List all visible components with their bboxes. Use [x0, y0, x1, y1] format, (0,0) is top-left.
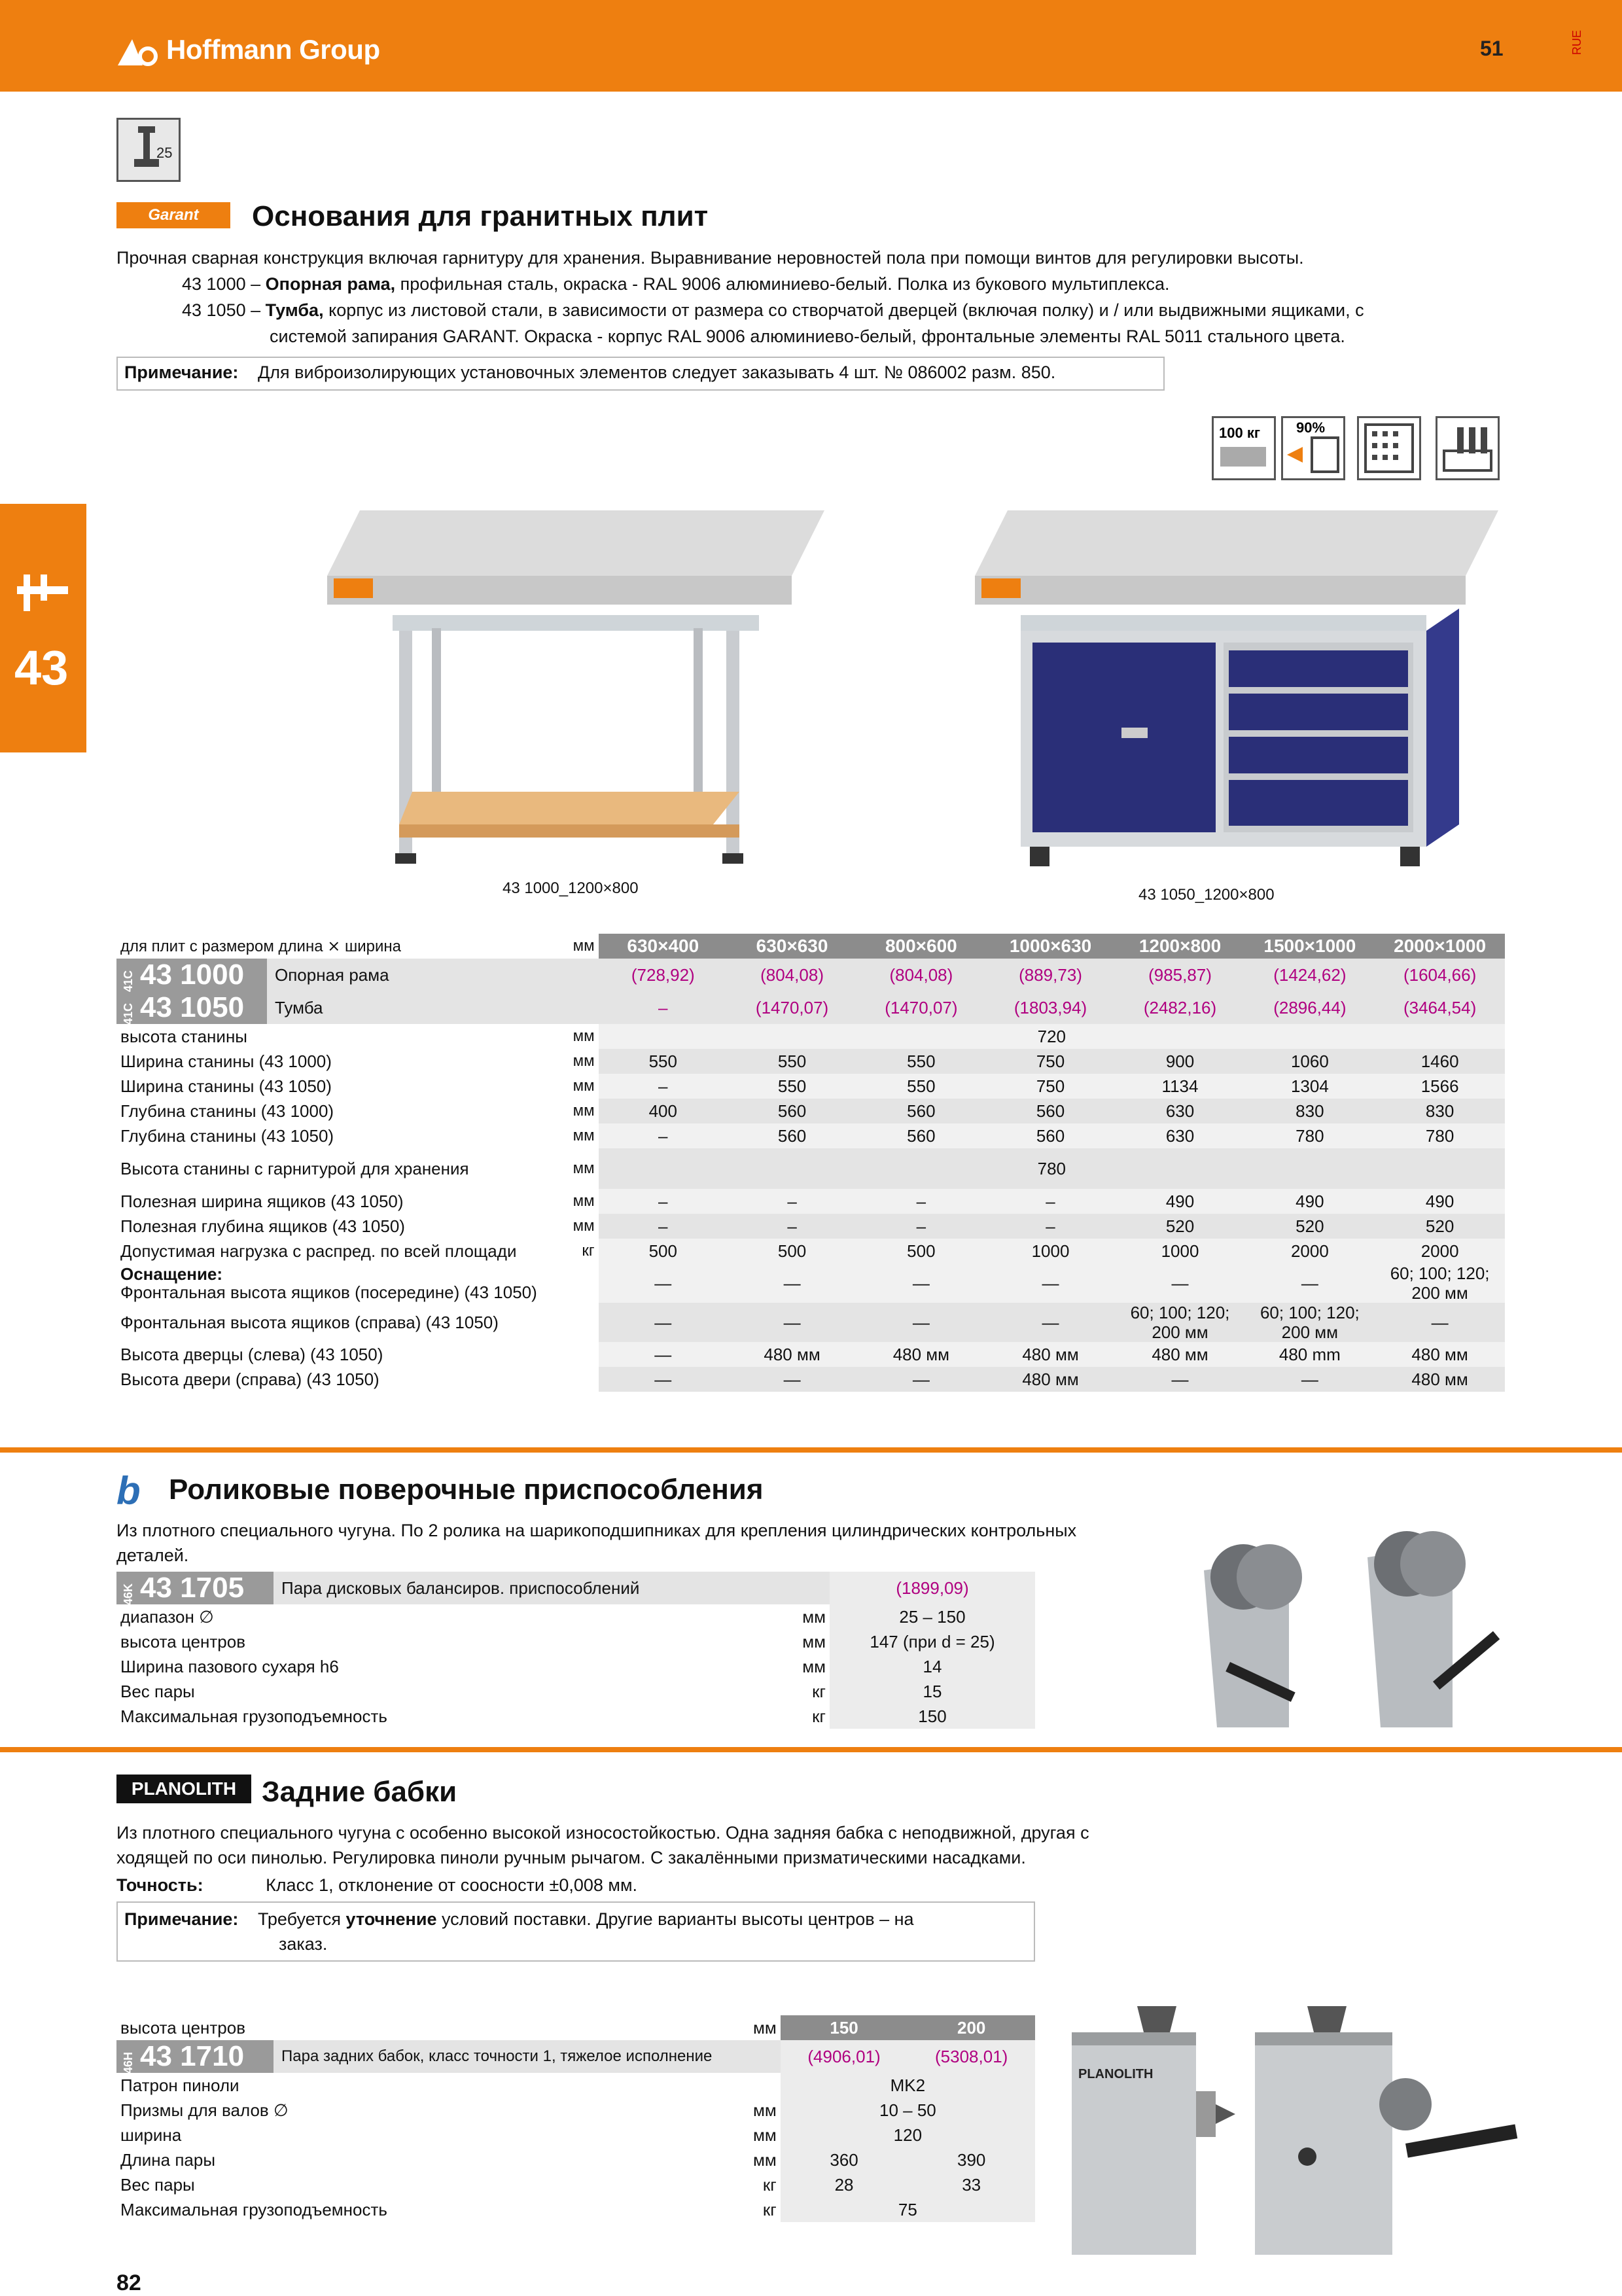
row-label: Призмы для валов ∅	[120, 2100, 289, 2120]
row-label: Высота станины с гарнитурой для хранения	[120, 1158, 469, 1178]
table-cell: 550	[599, 1049, 728, 1074]
table-cell: 520	[1116, 1214, 1245, 1239]
size-col: 1000×630	[986, 934, 1116, 959]
section1-intro: Прочная сварная конструкция включая гарнитуру для хранения. Выравнивание неровностей пола при помощи винтов для регулировки высоты.	[116, 248, 1304, 268]
product-image-roller-fixtures	[1191, 1531, 1531, 1754]
price-cell: (804,08)	[856, 959, 985, 991]
table-cell: 390	[908, 2147, 1035, 2172]
table-row	[116, 1704, 1035, 1729]
table-cell: 147 (при d = 25)	[830, 1629, 1035, 1654]
note-label: Примечание:	[124, 1909, 239, 1929]
table-cell: 33	[908, 2172, 1035, 2197]
language-code: RUE	[1570, 29, 1583, 55]
row-label: Глубина станины (43 1050)	[120, 1125, 334, 1146]
caption-43-1000: 43 1000_1200×800	[502, 879, 639, 897]
article-row	[116, 2040, 1035, 2073]
table-cell: 15	[830, 1679, 1035, 1704]
row-label: Ширина станины (43 1000)	[120, 1051, 332, 1071]
table-cell: 520	[1375, 1214, 1505, 1239]
height-adjust-icon	[116, 118, 181, 182]
table-cell: 2000	[1375, 1239, 1505, 1263]
row-unit: кг	[812, 1706, 826, 1726]
table-cell: 900	[1116, 1049, 1245, 1074]
table-cell: —	[728, 1263, 856, 1303]
row-label: Высота двери (справа) (43 1050)	[120, 1369, 379, 1389]
accuracy-line	[116, 1873, 637, 1898]
price-cell: –	[599, 991, 728, 1024]
table-cell: 630	[1116, 1123, 1245, 1148]
size-col: 800×600	[856, 934, 985, 959]
article-name: Тумба	[267, 991, 599, 1024]
item-43-1000	[182, 272, 1169, 296]
table-cell: 1060	[1245, 1049, 1375, 1074]
table-cell: 720	[599, 1024, 1505, 1049]
table-row	[116, 1239, 1505, 1263]
row-unit: мм	[573, 1127, 595, 1144]
section-divider	[0, 1447, 1622, 1453]
row-unit	[541, 1342, 599, 1367]
logo-text: Hoffmann Group	[166, 34, 380, 65]
article-row	[116, 1572, 1035, 1604]
row-label: Вес пары	[120, 1681, 195, 1701]
table-row	[116, 2123, 1035, 2147]
table-cell: –	[599, 1189, 728, 1214]
product-image-cabinet	[962, 497, 1505, 877]
table-cell: 1304	[1245, 1074, 1375, 1099]
row-unit	[541, 1367, 599, 1392]
price-cell: (4906,01)	[781, 2040, 908, 2073]
table-cell: 360	[781, 2147, 908, 2172]
table-cell: —	[1116, 1263, 1245, 1303]
article-number	[116, 959, 267, 991]
row-unit: мм	[573, 1027, 595, 1045]
table-cell: –	[856, 1214, 985, 1239]
drawer-extension-icon	[1281, 416, 1345, 480]
table-cell: —	[856, 1367, 985, 1392]
table-cell: 560	[986, 1123, 1116, 1148]
tool-holder-icon	[1436, 416, 1500, 480]
table-cell: —	[1245, 1367, 1375, 1392]
price-cell: (5308,01)	[908, 2040, 1035, 2073]
section-divider	[0, 1747, 1622, 1752]
table-row	[116, 1214, 1505, 1239]
table-cell: 490	[1375, 1189, 1505, 1214]
equip-label: Оснащение:	[120, 1264, 223, 1284]
table-row	[116, 1099, 1505, 1123]
table-cell: 120	[781, 2123, 1035, 2147]
table-cell: —	[856, 1263, 985, 1303]
price-cell: (985,87)	[1116, 959, 1245, 991]
table-row	[116, 1604, 1035, 1629]
row-unit: кг	[582, 1242, 595, 1260]
row-unit: кг	[812, 1681, 826, 1701]
table-cell: –	[599, 1074, 728, 1099]
table-cell: 490	[1116, 1189, 1245, 1214]
row-unit: мм	[573, 1217, 595, 1235]
note-label: Примечание:	[124, 362, 239, 382]
table-cell: —	[599, 1263, 728, 1303]
table-cell: 400	[599, 1099, 728, 1123]
item-43-1050-cont: системой запирания GARANT. Окраска - корпус RAL 9006 алюминиево-белый, фронтальные элементы RAL 5011 стального цвета.	[270, 327, 1345, 346]
row-unit: мм	[573, 1192, 595, 1210]
planolith-brand-logo: PLANOLITH	[116, 1775, 251, 1803]
row-label: Полезная глубина ящиков (43 1050)	[120, 1216, 405, 1236]
table-row	[116, 2073, 1035, 2098]
table-cell: 550	[728, 1049, 856, 1074]
size-unit: мм	[573, 937, 595, 955]
table-cell: 500	[856, 1239, 985, 1263]
table-row	[116, 1679, 1035, 1704]
svg-text:PLANOLITH: PLANOLITH	[1078, 2067, 1154, 2081]
article-number	[116, 1572, 273, 1604]
table-row	[116, 1049, 1505, 1074]
accuracy-text: Класс 1, отклонение от соосности ±0,008 мм.	[266, 1875, 638, 1895]
note-text-b: условий поставки. Другие варианты высоты центров – на	[436, 1909, 914, 1929]
svg-text:100 кг: 100 кг	[1219, 425, 1260, 441]
table-row	[116, 2197, 1035, 2222]
table-row	[116, 1123, 1505, 1148]
table-cell: 520	[1245, 1214, 1375, 1239]
center-col: 200	[908, 2015, 1035, 2040]
row-label: ширина	[120, 2125, 182, 2145]
article-prefix: 41C	[122, 1002, 135, 1025]
company-logo	[116, 34, 380, 67]
section2-intro-cont: деталей.	[116, 1545, 189, 1565]
article-code: 43 1000	[140, 959, 245, 991]
article-code: 43 1050	[140, 991, 245, 1023]
item-name: Опорная рама,	[265, 274, 396, 294]
article-prefix: 41C	[122, 970, 135, 992]
table-row	[116, 1367, 1505, 1392]
article-name: Пара дисковых балансиров. приспособлений	[273, 1572, 830, 1604]
table-cell: 1000	[986, 1239, 1116, 1263]
product-image-support-frame	[314, 497, 831, 877]
row-unit: кг	[762, 2174, 777, 2195]
row-label: Ширина станины (43 1050)	[120, 1076, 332, 1096]
note-box	[116, 1901, 1035, 1962]
price-cell: (1470,07)	[856, 991, 985, 1024]
row-unit: мм	[753, 2125, 777, 2145]
section-title-granite-bases: Основания для гранитных плит	[252, 200, 709, 232]
row-unit: мм	[802, 1631, 826, 1651]
table-row	[116, 1189, 1505, 1214]
table-cell: 25 – 150	[830, 1604, 1035, 1629]
table-row	[116, 1342, 1505, 1367]
table-cell: 150	[830, 1704, 1035, 1729]
item-name: Тумба,	[265, 300, 324, 320]
accuracy-label: Точность:	[116, 1875, 203, 1895]
row-label: Высота дверцы (слева) (43 1050)	[120, 1344, 383, 1364]
price-cell: (804,08)	[728, 959, 856, 991]
page-number-top: 51	[1480, 37, 1504, 60]
table-cell: 480 мм	[1375, 1367, 1505, 1392]
table-row	[116, 2098, 1035, 2123]
row-unit: мм	[753, 2149, 777, 2170]
section2-intro: Из плотного специального чугуна. По 2 ролика на шарикоподшипниках для крепления цилиндрических контрольных	[116, 1521, 1077, 1540]
table-row	[116, 1654, 1035, 1679]
note-text-a: Требуется	[257, 1909, 346, 1929]
product-image-tailstocks	[1059, 1993, 1530, 2268]
table-cell: 28	[781, 2172, 908, 2197]
table-row	[116, 1303, 1505, 1342]
row-unit: мм	[802, 1606, 826, 1627]
row-unit: мм	[573, 1077, 595, 1095]
price-cell: (1470,07)	[728, 991, 856, 1024]
price-cell: (1899,09)	[830, 1572, 1035, 1604]
table-cell: —	[599, 1367, 728, 1392]
section3-intro: Из плотного специального чугуна с особенно высокой износостойкостью. Одна задняя бабка с неподвижной, другая с	[116, 1823, 1089, 1843]
size-col: 630×400	[599, 934, 728, 959]
price-cell: (2896,44)	[1245, 991, 1375, 1024]
table-cell: —	[599, 1342, 728, 1367]
table-cell: 560	[856, 1099, 985, 1123]
equip-row-label: Фронтальная высота ящиков (посередине) (43 1050)	[120, 1282, 537, 1302]
table-row	[116, 1629, 1035, 1654]
row-unit: мм	[573, 1102, 595, 1120]
row-label: Вес пары	[120, 2174, 195, 2195]
table-row	[116, 1074, 1505, 1099]
row-unit: мм	[753, 2100, 777, 2120]
item-desc: корпус из листовой стали, в зависимости от размера со створчатой дверцей (включая полку) и / или выдвижными ящиками, с	[323, 300, 1364, 320]
table-cell: —	[1375, 1303, 1505, 1342]
article-cell	[116, 1572, 830, 1604]
article-name: Опорная рама	[267, 959, 599, 991]
table-cell: —	[986, 1263, 1116, 1303]
table-cell: –	[599, 1123, 728, 1148]
size-col: 1500×1000	[1245, 934, 1375, 959]
load-capacity-icon	[1212, 416, 1276, 480]
perforated-panel-icon	[1357, 416, 1421, 480]
table-row	[116, 1024, 1505, 1049]
garant-brand-logo: Garant	[116, 202, 230, 228]
note-box	[116, 357, 1165, 391]
row-unit	[541, 1303, 599, 1342]
note-text: Для виброизолирующих установочных элементов следует заказывать 4 шт. № 086002 разм. 850.	[257, 362, 1056, 382]
table-row	[116, 2172, 1035, 2197]
row-label: высота центров	[120, 2017, 246, 2038]
table-cell: 560	[728, 1099, 856, 1123]
section3-intro-cont: ходящей по оси пинолью. Регулировка пиноли ручным рычагом. С закалёнными призматическими насадками.	[116, 1848, 1026, 1867]
item-desc: профильная сталь, окраска - RAL 9006 алюминиево-белый. Полка из букового мультиплекса.	[395, 274, 1170, 294]
row-label: диапазон ∅	[120, 1606, 214, 1627]
table-cell: 560	[728, 1123, 856, 1148]
table-header-row	[116, 2015, 1035, 2040]
table-cell: 780	[1375, 1123, 1505, 1148]
table-cell: –	[728, 1189, 856, 1214]
table-cell: 480 mm	[1245, 1342, 1375, 1367]
table-cell: 630	[1116, 1099, 1245, 1123]
size-label: для плит с размером длина ⨯ ширина	[120, 937, 402, 955]
section-title-tailstocks: Задние бабки	[262, 1776, 457, 1808]
row-label: Патрон пиноли	[120, 2075, 239, 2095]
price-cell: (889,73)	[986, 959, 1116, 991]
table-cell: 1134	[1116, 1074, 1245, 1099]
table-cell: 14	[830, 1654, 1035, 1679]
center-col: 150	[781, 2015, 908, 2040]
article-prefix: 46H	[122, 2051, 135, 2074]
row-label: Полезная ширина ящиков (43 1050)	[120, 1191, 404, 1211]
table-cell: —	[728, 1367, 856, 1392]
table-cell: 780	[1245, 1123, 1375, 1148]
table-cell: 2000	[1245, 1239, 1375, 1263]
row-unit	[650, 2073, 781, 2098]
hoffmann-logo-icon	[116, 37, 162, 67]
section-title-roller-fixtures: Роликовые поверочные приспособления	[169, 1474, 764, 1506]
table-cell: 480 мм	[986, 1367, 1116, 1392]
row-label: Максимальная грузоподъемность	[120, 1706, 387, 1726]
table-cell: 830	[1245, 1099, 1375, 1123]
item-code: 43 1000 –	[182, 274, 261, 294]
caption-43-1050: 43 1050_1200×800	[1138, 886, 1275, 904]
row-label: Допустимая нагрузка с распред. по всей площади	[120, 1241, 517, 1261]
table-cell: —	[986, 1303, 1116, 1342]
table-cell: 500	[728, 1239, 856, 1263]
row-unit: мм	[573, 1052, 595, 1070]
row-label: Длина пары	[120, 2149, 216, 2170]
svg-text:90%: 90%	[1296, 419, 1326, 436]
article-code: 43 1710	[140, 2040, 245, 2072]
table-cell: —	[1245, 1263, 1375, 1303]
caliper-icon	[14, 569, 71, 618]
item-43-1050	[182, 298, 1364, 323]
size-col: 1200×800	[1116, 934, 1245, 959]
table-cell: —	[856, 1303, 985, 1342]
article-row	[116, 991, 1505, 1024]
article-number	[116, 991, 267, 1024]
brand-b-logo: b	[116, 1469, 141, 1513]
table-cell: 550	[856, 1074, 985, 1099]
price-cell: (2482,16)	[1116, 991, 1245, 1024]
table-cell: —	[599, 1303, 728, 1342]
table-cell: 60; 100; 120; 200 мм	[1116, 1303, 1245, 1342]
row-unit: мм	[573, 1159, 595, 1177]
note-text-cont: заказ.	[279, 1934, 328, 1954]
size-col: 2000×1000	[1375, 934, 1505, 959]
table-row	[116, 1263, 1505, 1303]
table-cell: 75	[781, 2197, 1035, 2222]
article-row	[116, 959, 1505, 991]
price-cell: (728,92)	[599, 959, 728, 991]
price-cell: (1424,62)	[1245, 959, 1375, 991]
row-label: Ширина пазового сухаря h6	[120, 1656, 339, 1676]
svg-text:25: 25	[156, 145, 173, 161]
article-name: Пара задних бабок, класс точности 1, тяжелое исполнение	[273, 2040, 781, 2073]
item-code: 43 1050 –	[182, 300, 261, 320]
table-cell: 1566	[1375, 1074, 1505, 1099]
row-unit: мм	[753, 2017, 777, 2038]
roller-fixture-table	[116, 1572, 1035, 1729]
price-cell: (3464,54)	[1375, 991, 1505, 1024]
table-cell: 490	[1245, 1189, 1375, 1214]
page-number: 82	[116, 2270, 141, 2295]
row-unit: мм	[802, 1656, 826, 1676]
table-cell: 10 – 50	[781, 2098, 1035, 2123]
table-cell: MK2	[781, 2073, 1035, 2098]
table-cell: 560	[856, 1123, 985, 1148]
table-cell: 830	[1375, 1099, 1505, 1123]
table-cell: —	[1116, 1367, 1245, 1392]
article-cell	[116, 991, 599, 1024]
table-cell: 480 мм	[986, 1342, 1116, 1367]
price-cell: (1604,66)	[1375, 959, 1505, 991]
table-cell: 550	[856, 1049, 985, 1074]
chapter-number: 43	[14, 641, 69, 695]
table-cell: 560	[986, 1099, 1116, 1123]
table-cell: 60; 100; 120; 200 мм	[1375, 1263, 1505, 1303]
table-header-row	[116, 934, 1505, 959]
table-cell: –	[986, 1214, 1116, 1239]
table-cell: 550	[728, 1074, 856, 1099]
note-text-bold: уточнение	[345, 1909, 437, 1929]
table-cell: 1000	[1116, 1239, 1245, 1263]
table-cell: 480 мм	[1375, 1342, 1505, 1367]
article-cell	[116, 959, 599, 991]
row-label: высота станины	[120, 1026, 247, 1046]
row-label: Глубина станины (43 1000)	[120, 1101, 334, 1121]
table-cell: –	[856, 1189, 985, 1214]
row-unit	[541, 1263, 599, 1303]
table-cell: 780	[599, 1148, 1505, 1189]
price-cell: (1803,94)	[986, 991, 1116, 1024]
table-cell: 1460	[1375, 1049, 1505, 1074]
article-code: 43 1705	[140, 1572, 245, 1604]
row-label: высота центров	[120, 1631, 246, 1651]
size-col: 630×630	[728, 934, 856, 959]
chapter-tab	[0, 504, 86, 752]
table-cell: –	[728, 1214, 856, 1239]
tailstock-table	[116, 2015, 1035, 2222]
table-cell: –	[986, 1189, 1116, 1214]
article-number	[116, 2040, 273, 2073]
row-unit: кг	[762, 2199, 777, 2219]
table-row	[116, 1148, 1505, 1189]
table-cell: 500	[599, 1239, 728, 1263]
table-cell: 750	[986, 1074, 1116, 1099]
row-label	[116, 1263, 541, 1303]
table-cell: 480 мм	[1116, 1342, 1245, 1367]
row-label: Фронтальная высота ящиков (справа) (43 1050)	[120, 1312, 499, 1332]
granite-base-spec-table	[116, 934, 1505, 1392]
table-row	[116, 2147, 1035, 2172]
table-cell: 60; 100; 120; 200 мм	[1245, 1303, 1375, 1342]
table-cell: 480 мм	[728, 1342, 856, 1367]
table-cell: 750	[986, 1049, 1116, 1074]
article-prefix: 46K	[122, 1583, 135, 1605]
note-text	[258, 1909, 914, 1929]
table-cell: —	[728, 1303, 856, 1342]
table-cell: –	[599, 1214, 728, 1239]
row-label: Максимальная грузоподъемность	[120, 2199, 387, 2219]
article-cell	[116, 2040, 781, 2073]
table-cell: 480 мм	[856, 1342, 985, 1367]
